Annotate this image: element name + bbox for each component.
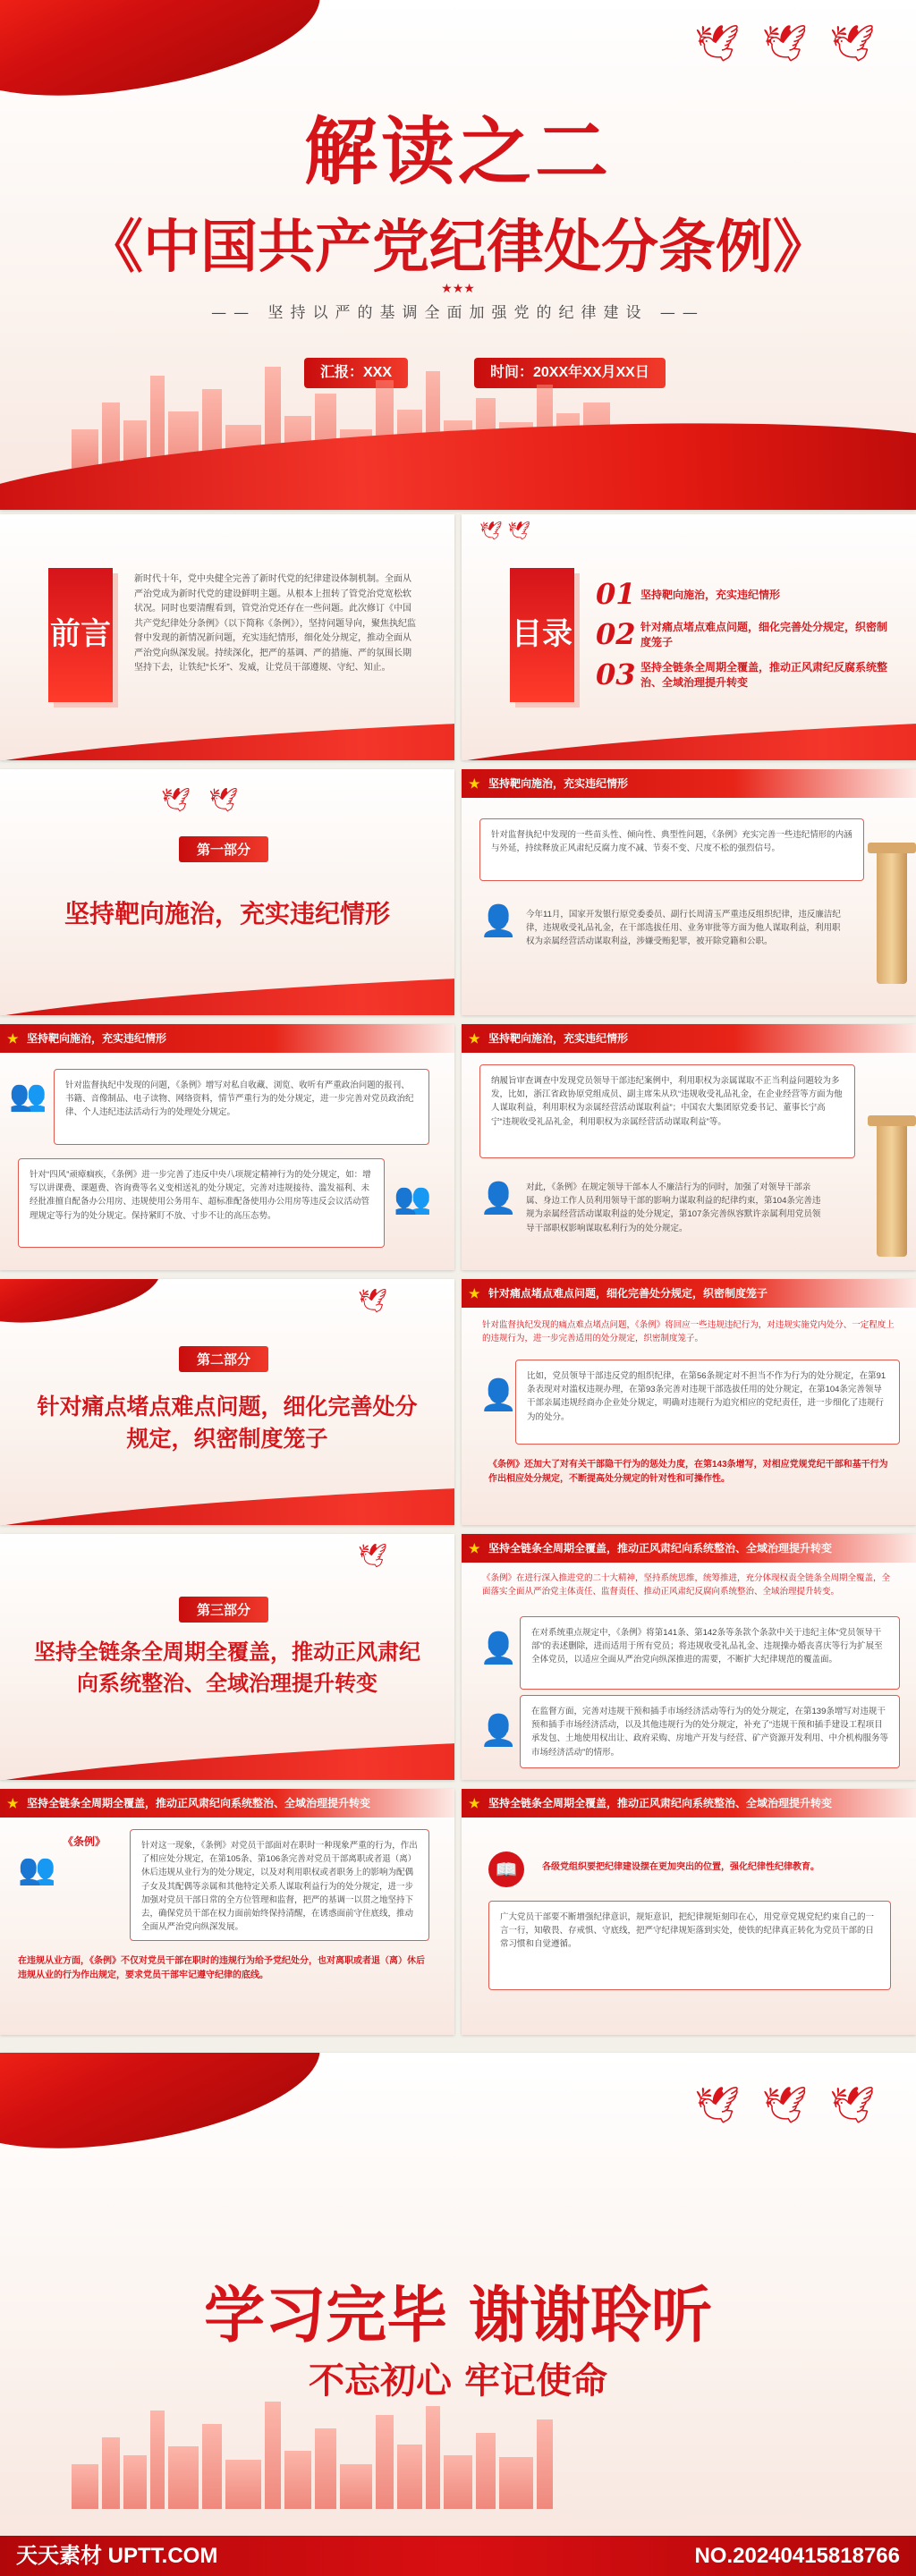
intro-text: 针对监督执纪发现的痛点难点堵点问题，《条例》将回应一些违规违纪行为，对违规实施党内处分、一定程度上的违规行为，进一步完善适用的处分规定，织密制度笼子。 <box>482 1320 895 1344</box>
people-icon: 👤 <box>479 1713 513 1749</box>
preface-badge: 前言 <box>48 568 113 702</box>
dove-icon: 🕊 <box>358 1543 394 1570</box>
people-icon: 👥 <box>9 1078 42 1114</box>
date-label: 时间：20XX年XX月XX日 <box>474 358 666 388</box>
people-icon: 👤 <box>479 1181 513 1216</box>
content-slide <box>462 1024 916 1270</box>
toc-number: 03 <box>596 657 636 691</box>
content-slide <box>462 1534 916 1780</box>
red-flag-decoration <box>0 0 327 109</box>
end-title: 学习完毕 谢谢聆听 <box>204 2280 712 2351</box>
content-box: 纳履旨审查调查中发现党员领导干部违纪案例中，利用职权为亲属谋取不正当利益问题较为多发，比如，浙江省政协原党组成员、副主席朱从玖“违规收受礼品礼金，在企业经营等方面为他人谋取利益，利用职权为亲属经营活动谋取利益”；中国农大集团原党委书记、董事长宁高宁“违规收受礼品礼金，利用职权为亲属经营活动谋取利益”等。 <box>479 1064 855 1158</box>
content-box: 针对“四风”顽瘴痼疾，《条例》进一步完善了违反中央八项规定精神行为的处分规定，如：增写以讲课费、课题费、咨询费等名义变相送礼的处分规定，完善对违规接待、滥发福利、未经批准擅自配备办公用房、违规使用公务用车、超标准配备使用办公用房等违反会议活动管理规定等行为的处分规定。保持紧盯不放、寸步不让的高压态势。 <box>18 1158 385 1248</box>
toc-item[interactable] <box>596 617 889 651</box>
content-slide <box>462 1789 916 2035</box>
toc-label: 针对痛点堵点难点问题，细化完善处分规定，织密制度笼子 <box>640 621 888 648</box>
star-icon: ★★★ <box>441 282 475 296</box>
content-box: 广大党员干部要不断增强纪律意识，规矩意识，把纪律规矩刻印在心，用党章党规党纪约束自己的一言一行，知敬畏、存戒惧、守底线，把严守纪律规矩落到实处，使铁的纪律真正转化为党员干部的日常习惯和自觉遵循。 <box>488 1901 891 1990</box>
cover-slide <box>0 0 916 510</box>
dove-icon: 🕊 <box>358 1288 394 1315</box>
pillar-decoration <box>877 850 907 984</box>
toc-number: 01 <box>596 577 636 611</box>
content-box: 在对系统重点规定中，《条例》将第141条、第142条等条款个条款中关于违纪主体“党员领导干部”的表述删除，进而适用于所有党员；将违规收受礼品礼金、违规操办婚丧喜庆等行为扩展至全体党员，以适应全面从严治党向纵深推进的需要，不断扩大纪律规范的覆盖面。 <box>520 1616 900 1690</box>
slide-header: ★ 坚持靶向施治，充实违纪情形 <box>462 1024 916 1053</box>
part-badge: 第三部分 <box>179 1597 268 1623</box>
part-badge: 第二部分 <box>179 1346 268 1372</box>
note-title: 各级党组织要把纪律建设摆在更加突出的位置，强化纪律性纪律教育。 <box>542 1862 819 1872</box>
reporter-label: 汇报：XXX <box>304 358 408 388</box>
people-icon: 👤 <box>479 903 513 939</box>
slide-header: ★ 针对痛点堵点难点问题，细化完善处分规定，织密制度笼子 <box>462 1279 916 1308</box>
toc-slide <box>462 514 916 760</box>
content-slide <box>0 1789 454 2035</box>
people-icon: 👥 <box>18 1852 51 1887</box>
note-text: 在违规从业方面，《条例》不仅对党员干部在职时的违规行为给予党纪处分，也对离职或者退（离）休后违规从业的行为作出规定，要求党员干部牢记遵守纪律的底线。 <box>18 1956 425 1980</box>
toc-label: 坚持全链条全周期全覆盖，推动正风肃纪反腐系统整治、全域治理提升转变 <box>640 661 888 689</box>
slide-header: ★ 坚持全链条全周期全覆盖，推动正风肃纪向系统整治、全域治理提升转变 <box>462 1789 916 1818</box>
watermark-footer <box>0 2536 916 2576</box>
toc-item[interactable] <box>596 657 889 691</box>
red-ribbon-decoration <box>0 1470 454 1525</box>
content-box: 针对这一现象，《条例》对党员干部面对在职时一种现象严重的行为，作出了相应处分规定，在第105条、第106条完善对党员干部离职或者退（离）休后违规从业行为的处分规定，以及对利用职权或者职务上的影响为配偶子女及其配偶等亲属和其他特定关系人谋取利益行为的处分规定，进一步加强对党员干部日常的全方位管理和监督，把严的基调一以贯之地坚持下去，确保党员干部在权力面前始终保持清醒，在诱惑面前守住底线，推动全面从严治党向纵深发展。 <box>130 1829 429 1941</box>
item-number: NO.20240415818766 <box>694 2544 900 2568</box>
people-icon: 👤 <box>479 1377 513 1413</box>
content-slide <box>0 1024 454 1270</box>
note-text: 《条例》还加大了对有关干部隐干行为的惩处力度，在第143条增写，对相应党规党纪干部和基干行为作出相应处分规定，不断提高处分规定的针对性和可操作性。 <box>488 1460 888 1484</box>
red-flag-decoration <box>0 1279 164 1329</box>
preface-slide <box>0 514 454 760</box>
dove-icon: 🕊 🕊 <box>161 787 244 814</box>
city-skyline <box>72 2402 844 2509</box>
red-flag-decoration <box>0 2053 327 2162</box>
slide-header: ★ 坚持靶向施治，充实违纪情形 <box>0 1024 454 1053</box>
part-title: 坚持全链条全周期全覆盖，推动正风肃纪向系统整治、全域治理提升转变 <box>34 1639 420 1696</box>
pillar-decoration <box>877 1123 907 1257</box>
part-badge: 第一部分 <box>179 836 268 862</box>
red-ribbon-decoration <box>0 960 454 1015</box>
end-subtitle: 不忘初心 牢记使命 <box>309 2360 607 2402</box>
cover-main-title: 《中国共产党纪律处分条例》 <box>86 214 830 281</box>
slide-header: ★ 坚持靶向施治，充实违纪情形 <box>462 769 916 798</box>
people-icon: 👤 <box>479 1631 513 1666</box>
people-icon: 👥 <box>394 1181 427 1216</box>
slide-header: ★ 坚持全链条全周期全覆盖，推动正风肃纪向系统整治、全域治理提升转变 <box>0 1789 454 1818</box>
cover-subtitle: —— 坚持以严的基调全面加强党的纪律建设 —— <box>211 304 705 322</box>
content-text: 今年11月，国家开发银行原党委委员、副行长周清玉严重违反组织纪律，违反廉洁纪律，违规收受礼品礼金，在干部选拔任用、业务审批等方面为他人谋取利益，利用职权为亲属经营活动谋取利益，涉嫌受贿犯罪，被开除党籍和公职。 <box>526 910 841 947</box>
dove-icon: 🕊 🕊 🕊 <box>694 23 880 64</box>
part-title: 坚持靶向施治，充实违纪情形 <box>64 899 390 928</box>
end-slide <box>0 2053 916 2536</box>
site-name: 天天素材 UPTT.COM <box>16 2544 218 2568</box>
dove-icon: 🕊 🕊 🕊 <box>694 2085 880 2126</box>
toc-label: 坚持靶向施治，充实违纪情形 <box>640 588 781 601</box>
book-icon: 《条例》 <box>63 1835 106 1848</box>
content-box: 针对监督执纪中发现的问题，《条例》增写对私自收藏、浏览、收听有严重政治问题的报刊、书籍、音像制品、电子读物、网络资料，情节严重行为的处分规定，进一步完善对党员政治纪律、个人违纪违法活动行为的处理处分规定。 <box>54 1069 429 1145</box>
book-icon: 📖 <box>488 1852 524 1887</box>
part1-slide <box>0 769 454 1015</box>
toc-badge: 目录 <box>510 568 574 702</box>
red-ribbon-decoration <box>0 1724 454 1780</box>
red-ribbon-decoration <box>462 705 916 760</box>
content-box: 在监督方面，完善对违规干预和插手市场经济活动等行为的处分规定，在第139条增写对违规干预和插手市场经济活动，以及其他违规行为的处分规定，补充了“违规干预和插手建设工程项目承发包、土地使用权出让、政府采购、房地产开发与经营、矿产资源开发利用、中介机构服务等市场经济活动”的情形。 <box>520 1695 900 1768</box>
preface-text: 新时代十年，党中央健全完善了新时代党的纪律建设体制机制。全面从严治党成为新时代党的建设鲜明主题。从根本上扭转了管党治党宽松软状况。同时也要清醒看到，管党治党还存在一些问题。此次修订《中国共产党纪律处分条例》（以下简称《条例》），坚持问题导向，聚焦执纪监督中发现的新情况新问题，充实违纪情形，细化处分规定，推动全面从严治党向纵深发展。持续深化，把严的基调、严的措施、严的氛围长期坚持下去，让铁纪“长牙”、发威，让党员干部遵规、守纪、知止。 <box>134 574 416 673</box>
content-text: 对此，《条例》在规定领导干部本人不廉洁行为的同时，加强了对领导干部亲属、身边工作人员利用领导干部的影响力谋取利益的纪律约束，第104条完善违规为亲属经营活动谋取利益的处分规定，第107条完善纵容默许亲属利用党员领导干部职权影响谋取私利行为的处分规定。 <box>526 1182 821 1233</box>
dove-icon: 🕊🕊 <box>479 520 536 541</box>
part2-slide <box>0 1279 454 1525</box>
content-slide <box>462 769 916 1015</box>
part-title: 针对痛点堵点难点问题，细化完善处分规定，织密制度笼子 <box>37 1394 418 1453</box>
cover-title: 解读之二 <box>303 109 612 195</box>
content-slide <box>462 1279 916 1525</box>
content-box: 针对监督执纪中发现的一些苗头性、倾向性、典型性问题，《条例》充实完善一些违纪情形的内涵与外延，持续释放正风肃纪反腐力度不减、节奏不变、尺度不松的强烈信号。 <box>479 818 864 881</box>
part3-slide <box>0 1534 454 1780</box>
toc-item[interactable] <box>596 577 889 611</box>
content-box: 比如，党员领导干部违反党的组织纪律，在第56条规定对不担当不作为行为的处分规定，在第91条表现对对滥权违规办理，在第93条完善对违规干部选拔任用的处分规定，在第104条完善领导干部亲属违规经商办企业处分规定，明确对违规行为追究相应的党纪责任，进一步细化了违规行为的处分。 <box>515 1360 900 1445</box>
red-ribbon-decoration <box>0 705 454 760</box>
toc-number: 02 <box>596 617 636 651</box>
intro-text: 《条例》在进行深入推进党的二十大精神，坚持系统思维，统筹推进，充分体现权责全链条全周期全覆盖，全面落实全面从严治党主体责任、监督责任、推动正风肃纪反腐向系统整治、全域治理提升转变。 <box>482 1573 891 1597</box>
slide-header: ★ 坚持全链条全周期全覆盖，推动正风肃纪向系统整治、全域治理提升转变 <box>462 1534 916 1563</box>
